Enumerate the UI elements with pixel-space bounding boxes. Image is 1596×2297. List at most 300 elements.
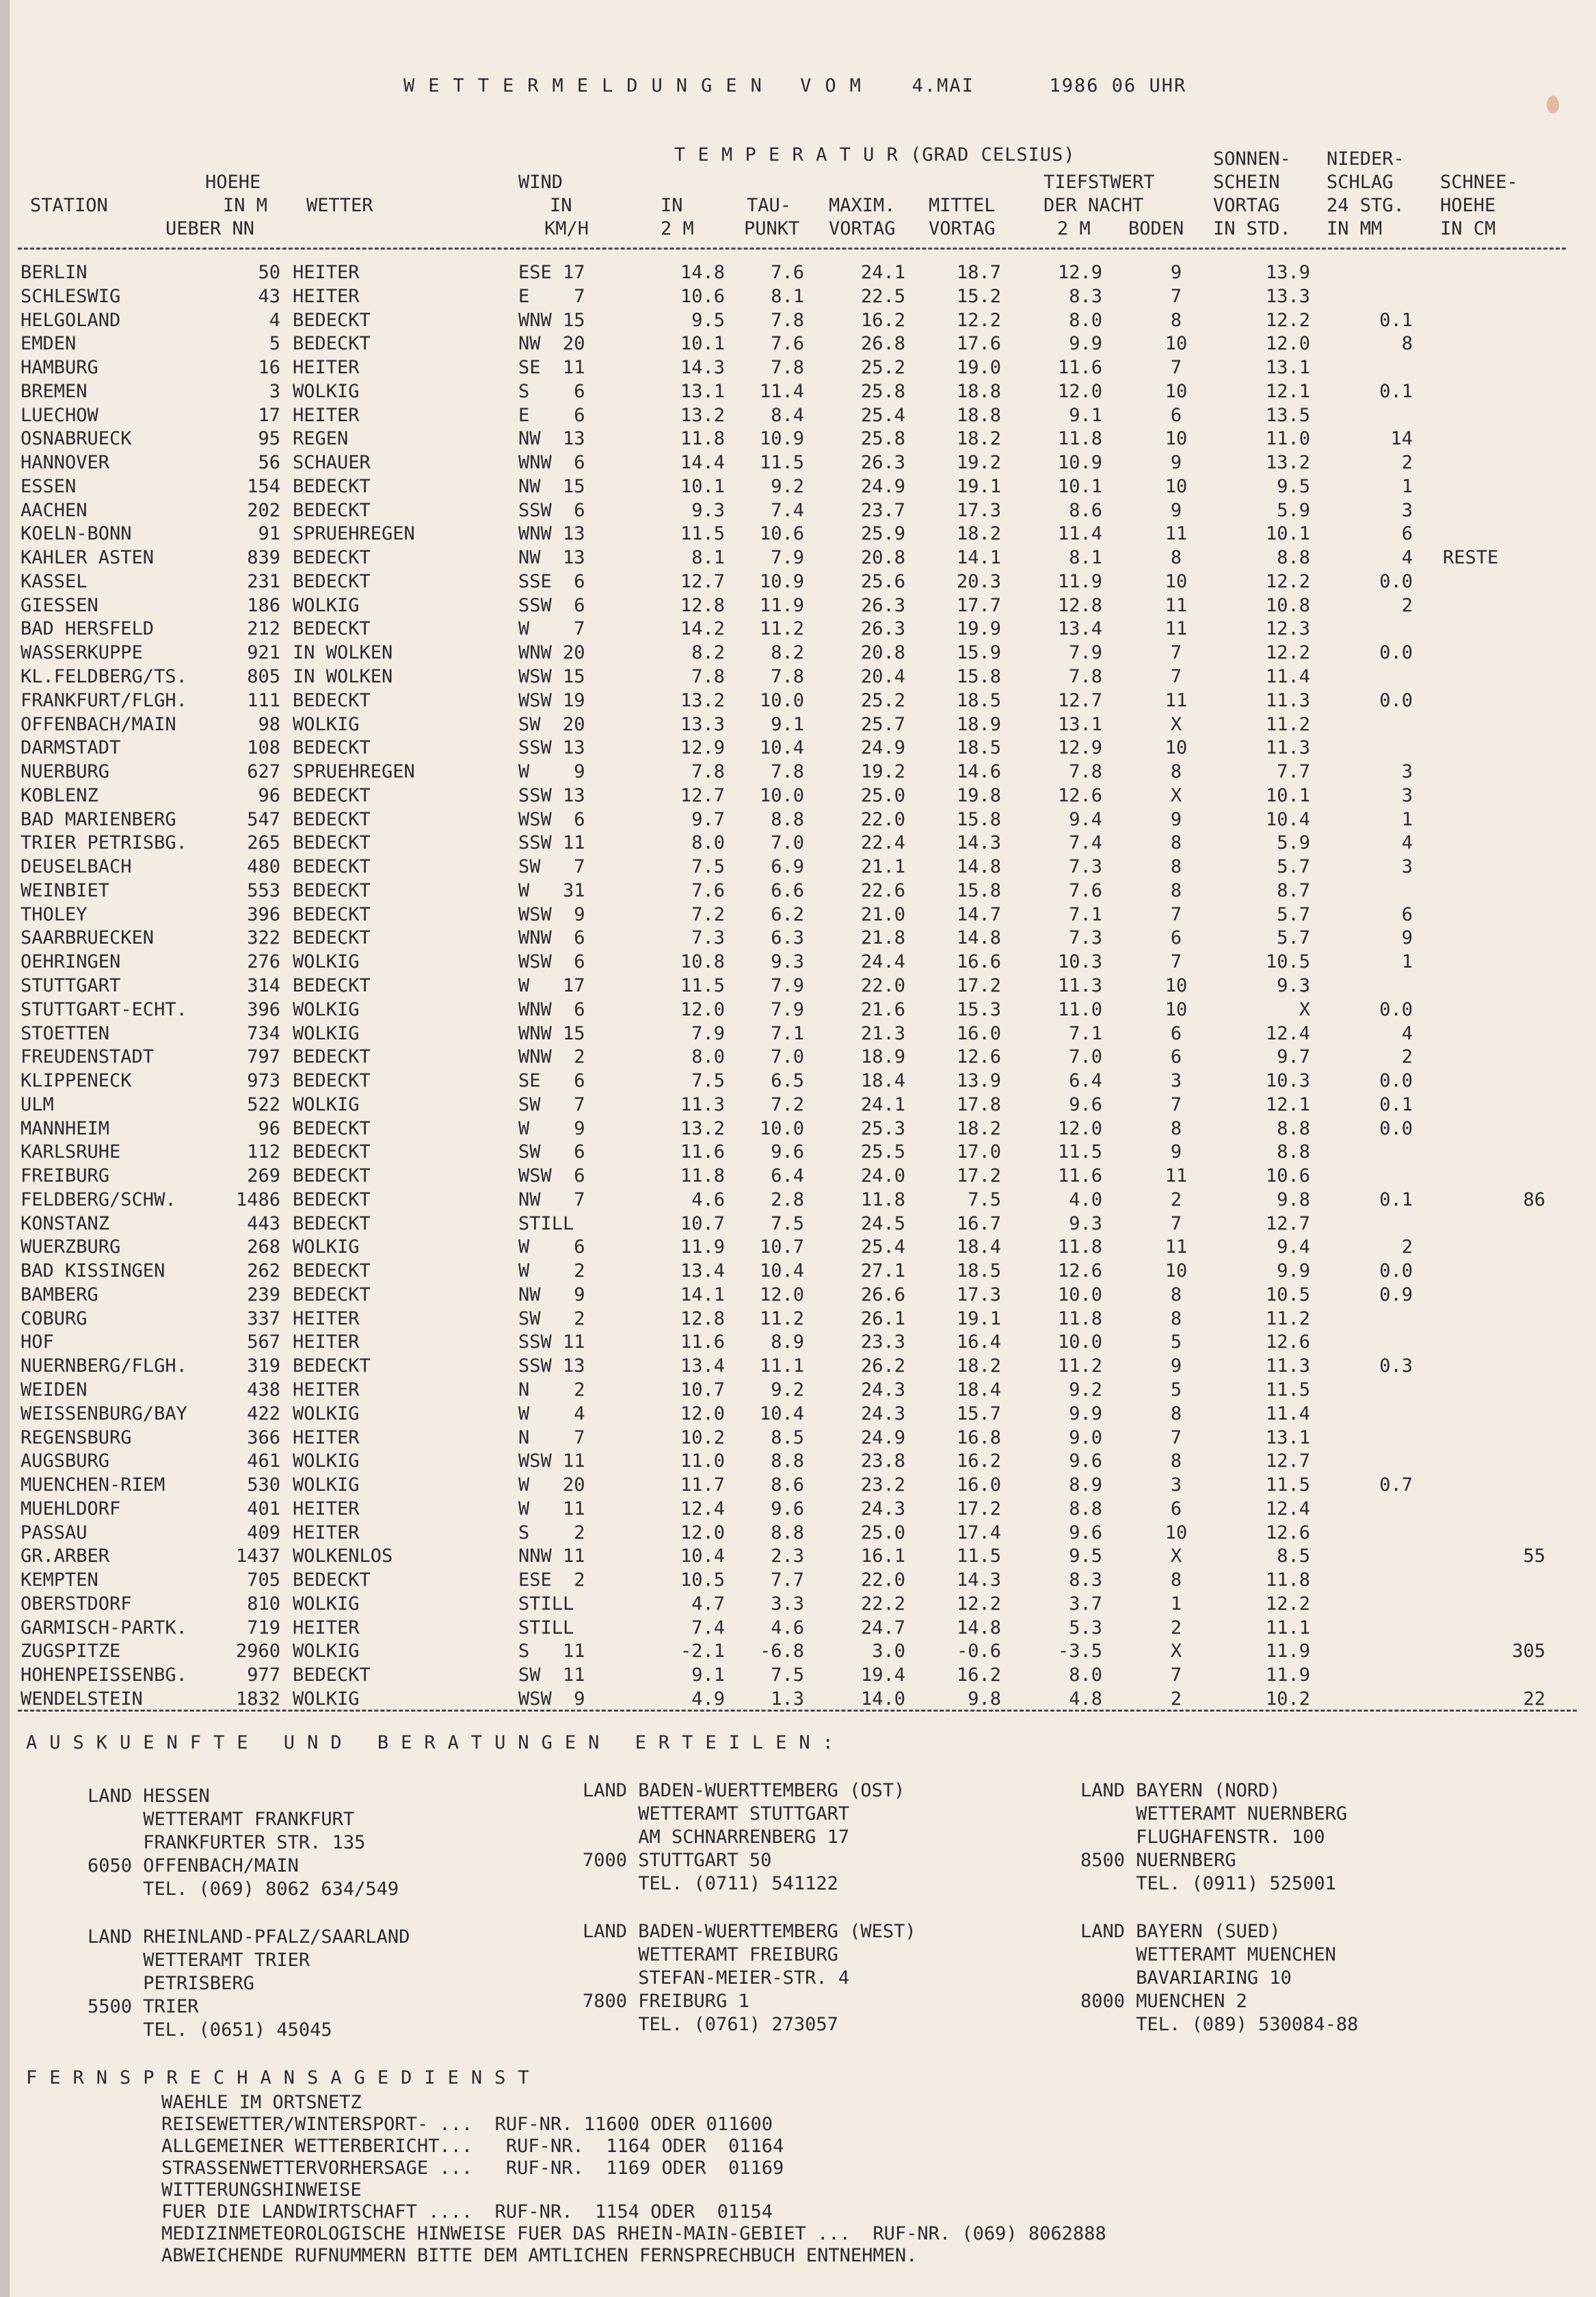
station-taupunkt: 11.9 xyxy=(759,594,804,616)
station-name: BAMBERG xyxy=(21,1284,98,1305)
station-tiefst-boden: 9 xyxy=(1170,262,1182,283)
header-wind-3: KM/H xyxy=(544,218,589,239)
station-mittel: 16.0 xyxy=(956,1474,1001,1496)
station-sonne: 5.9 xyxy=(1277,499,1310,521)
station-name: MANNHEIM xyxy=(21,1117,110,1139)
station-wetter: HEITER xyxy=(293,357,360,379)
station-wind: WNW 6 xyxy=(518,452,585,474)
table-row xyxy=(0,1379,1596,1403)
station-name: OEHRINGEN xyxy=(21,951,121,973)
station-tiefst-2m: 11.9 xyxy=(1057,570,1102,592)
station-nieder: 6 xyxy=(1401,903,1413,925)
station-wetter: SPRUEHREGEN xyxy=(293,761,415,783)
station-tiefst-boden: 10 xyxy=(1165,1260,1188,1282)
station-name: KOELN-BONN xyxy=(21,523,132,545)
station-wind: ESE 2 xyxy=(518,1569,585,1591)
station-wind: WNW 13 xyxy=(518,523,585,545)
station-temp-2m: 13.2 xyxy=(680,689,725,711)
station-sonne: 11.2 xyxy=(1265,713,1310,735)
station-wetter: HEITER xyxy=(293,1498,360,1519)
station-wetter: BEDECKT xyxy=(293,856,371,878)
station-tiefst-boden: 9 xyxy=(1170,452,1182,474)
station-wetter: BEDECKT xyxy=(293,1664,371,1686)
station-mittel: 15.8 xyxy=(956,666,1001,688)
station-tiefst-boden: 11 xyxy=(1165,523,1188,545)
station-mittel: 19.8 xyxy=(956,784,1001,806)
station-maxim: 22.0 xyxy=(860,1569,905,1591)
station-hoehe: 276 xyxy=(247,951,280,973)
station-maxim: 24.7 xyxy=(860,1617,905,1638)
station-tiefst-boden: 8 xyxy=(1170,1284,1182,1305)
station-mittel: 17.6 xyxy=(956,333,1001,355)
station-wind: W 17 xyxy=(518,974,585,996)
station-name: WEISSENBURG/BAY xyxy=(21,1403,187,1424)
station-sonne: 10.2 xyxy=(1265,1688,1310,1710)
station-maxim: 25.8 xyxy=(860,428,905,450)
station-sonne: 5.7 xyxy=(1277,856,1310,878)
station-tiefst-boden: 11 xyxy=(1165,1236,1188,1258)
station-nieder: 0.1 xyxy=(1379,1093,1413,1115)
station-wetter: WOLKIG xyxy=(293,594,360,616)
station-taupunkt: 10.6 xyxy=(759,523,804,545)
station-taupunkt: 10.0 xyxy=(759,1117,804,1139)
table-row xyxy=(0,1522,1596,1545)
station-hoehe: 337 xyxy=(247,1307,280,1329)
station-tiefst-2m: 8.0 xyxy=(1069,309,1102,331)
station-sonne: 10.1 xyxy=(1265,784,1310,806)
auskuenfte-title: AUSKUENFTE UND BERATUNGEN ERTEILEN: xyxy=(26,1732,846,1753)
station-hoehe: 977 xyxy=(247,1664,280,1686)
station-hoehe: 108 xyxy=(247,737,280,759)
station-mittel: 17.3 xyxy=(956,1284,1001,1305)
station-sonne: 12.6 xyxy=(1265,1331,1310,1353)
station-temp-2m: 4.9 xyxy=(691,1688,725,1710)
station-hoehe: 567 xyxy=(247,1331,280,1353)
station-wetter: BEDECKT xyxy=(293,333,371,355)
station-tiefst-2m: 7.8 xyxy=(1069,761,1102,783)
station-mittel: 14.8 xyxy=(956,1617,1001,1638)
station-name: HELGOLAND xyxy=(21,309,121,331)
station-tiefst-2m: 11.5 xyxy=(1057,1141,1102,1163)
header-tiefst-1: TIEFSTWERT xyxy=(1043,172,1155,193)
table-row xyxy=(0,736,1596,760)
station-taupunkt: 2.3 xyxy=(771,1545,804,1567)
station-taupunkt: 10.0 xyxy=(759,689,804,711)
station-nieder: 0.1 xyxy=(1379,380,1413,402)
header-in2m-2: 2 M xyxy=(661,218,694,239)
station-taupunkt: 7.5 xyxy=(771,1664,804,1686)
station-nieder: 0.3 xyxy=(1379,1355,1413,1377)
station-tiefst-2m: 13.4 xyxy=(1057,618,1102,640)
station-sonne: 8.8 xyxy=(1277,1117,1310,1139)
station-taupunkt: 9.1 xyxy=(771,713,804,735)
table-row xyxy=(0,309,1596,333)
station-temp-2m: 13.2 xyxy=(680,1117,725,1139)
station-tiefst-2m: 12.6 xyxy=(1057,1260,1102,1282)
station-tiefst-boden: X xyxy=(1170,1641,1182,1662)
station-wind: W 20 xyxy=(518,1474,585,1496)
station-name: EMDEN xyxy=(21,333,77,355)
station-tiefst-2m: 8.9 xyxy=(1069,1474,1102,1496)
table-row xyxy=(0,665,1596,689)
table-row xyxy=(0,1593,1596,1617)
station-temp-2m: 7.4 xyxy=(691,1617,725,1638)
station-temp-2m: 10.1 xyxy=(680,333,725,355)
station-mittel: 16.2 xyxy=(956,1450,1001,1472)
station-sonne: 9.7 xyxy=(1277,1046,1310,1068)
station-taupunkt: 10.7 xyxy=(759,1236,804,1258)
station-wetter: BEDECKT xyxy=(293,1212,371,1234)
station-sonne: 12.7 xyxy=(1265,1212,1310,1234)
station-schnee: 305 xyxy=(1512,1641,1545,1662)
station-wetter: BEDECKT xyxy=(293,808,371,830)
station-name: WENDELSTEIN xyxy=(21,1688,143,1710)
station-taupunkt: 10.9 xyxy=(759,428,804,450)
station-maxim: 21.8 xyxy=(860,927,905,949)
station-hoehe: 262 xyxy=(247,1260,280,1282)
station-wetter: BEDECKT xyxy=(293,499,371,521)
station-hoehe: 921 xyxy=(247,642,280,664)
station-temp-2m: 12.8 xyxy=(680,1307,725,1329)
station-wind: SW 2 xyxy=(518,1307,585,1329)
station-mittel: 18.2 xyxy=(956,1117,1001,1139)
station-tiefst-boden: 10 xyxy=(1165,333,1188,355)
station-tiefst-2m: 9.3 xyxy=(1069,1212,1102,1234)
station-tiefst-boden: 5 xyxy=(1170,1379,1182,1400)
station-nieder: 1 xyxy=(1401,475,1413,497)
station-tiefst-2m: 9.5 xyxy=(1069,1545,1102,1567)
table-row xyxy=(0,1165,1596,1189)
station-sonne: 9.4 xyxy=(1277,1236,1310,1258)
header-wetter: WETTER xyxy=(306,195,373,216)
station-name: WASSERKUPPE xyxy=(21,642,143,664)
station-wetter: BEDECKT xyxy=(293,475,371,497)
station-tiefst-boden: 8 xyxy=(1170,1117,1182,1139)
station-sonne: 11.3 xyxy=(1265,737,1310,759)
station-wetter: WOLKIG xyxy=(293,951,360,973)
station-wind: SSW 6 xyxy=(518,499,585,521)
station-temp-2m: 7.8 xyxy=(691,666,725,688)
header-maxim-2: VORTAG xyxy=(829,218,896,239)
station-hoehe: 719 xyxy=(247,1617,280,1638)
station-hoehe: 805 xyxy=(247,666,280,688)
fernsprech-line: ALLGEMEINER WETTERBERICHT... RUF-NR. 1164 ODER 01164 xyxy=(161,2136,784,2157)
station-maxim: 25.6 xyxy=(860,570,905,592)
station-name: ZUGSPITZE xyxy=(21,1641,121,1662)
station-taupunkt: 11.1 xyxy=(759,1355,804,1377)
station-taupunkt: 8.4 xyxy=(771,404,804,426)
station-wind: SSW 11 xyxy=(518,832,585,854)
table-row xyxy=(0,832,1596,855)
fernsprech-line: STRASSENWETTERVORHERSAGE ... RUF-NR. 1169 ODER 01169 xyxy=(161,2157,784,2179)
station-name: HOF xyxy=(21,1331,54,1353)
station-maxim: 22.4 xyxy=(860,832,905,854)
station-hoehe: 1437 xyxy=(235,1545,280,1567)
station-wetter: BEDECKT xyxy=(293,618,371,640)
station-wind: WSW 9 xyxy=(518,1688,585,1710)
station-sonne: 11.8 xyxy=(1265,1569,1310,1591)
station-maxim: 24.9 xyxy=(860,1426,905,1448)
station-wind: N 2 xyxy=(518,1379,585,1400)
station-wind: WNW 15 xyxy=(518,1022,585,1044)
station-temp-2m: -2.1 xyxy=(680,1641,725,1662)
station-nieder: 8 xyxy=(1401,333,1413,355)
station-wetter: SPRUEHREGEN xyxy=(293,523,415,545)
station-table xyxy=(0,261,1596,1712)
station-tiefst-2m: 9.6 xyxy=(1069,1522,1102,1543)
station-mittel: 17.4 xyxy=(956,1522,1001,1543)
station-tiefst-2m: 7.8 xyxy=(1069,666,1102,688)
station-tiefst-2m: 4.8 xyxy=(1069,1688,1102,1710)
station-hoehe: 98 xyxy=(258,713,280,735)
header-maxim-1: MAXIM. xyxy=(829,195,896,216)
station-maxim: 20.8 xyxy=(860,547,905,569)
office-line: 8000 MUENCHEN 2 xyxy=(1080,1991,1247,2012)
station-tiefst-boden: 9 xyxy=(1170,1141,1182,1163)
station-maxim: 21.3 xyxy=(860,1022,905,1044)
page-title xyxy=(403,75,1186,96)
station-temp-2m: 10.5 xyxy=(680,1569,725,1591)
station-wetter: WOLKIG xyxy=(293,1474,360,1496)
table-row xyxy=(0,760,1596,784)
station-name: TRIER PETRISBG. xyxy=(21,832,187,854)
station-hoehe: 438 xyxy=(247,1379,280,1400)
station-taupunkt: 9.2 xyxy=(771,1379,804,1400)
station-taupunkt: 7.8 xyxy=(771,761,804,783)
station-hoehe: 547 xyxy=(247,808,280,830)
station-temp-2m: 13.1 xyxy=(680,380,725,402)
station-hoehe: 705 xyxy=(247,1569,280,1591)
station-tiefst-2m: 10.9 xyxy=(1057,452,1102,474)
station-tiefst-2m: 5.3 xyxy=(1069,1617,1102,1638)
station-taupunkt: 8.2 xyxy=(771,642,804,664)
station-tiefst-boden: 6 xyxy=(1170,1022,1182,1044)
station-mittel: 18.5 xyxy=(956,689,1001,711)
station-mittel: 19.1 xyxy=(956,475,1001,497)
station-name: BREMEN xyxy=(21,380,88,402)
station-name: HOHENPEISSENBG. xyxy=(21,1664,187,1686)
table-row xyxy=(0,1212,1596,1236)
station-name: KOBLENZ xyxy=(21,784,98,806)
station-taupunkt: 6.2 xyxy=(771,903,804,925)
table-row xyxy=(0,332,1596,356)
station-mittel: 17.7 xyxy=(956,594,1001,616)
station-wind: S 11 xyxy=(518,1641,585,1662)
station-maxim: 25.0 xyxy=(860,784,905,806)
table-row xyxy=(0,1450,1596,1474)
station-tiefst-boden: 8 xyxy=(1170,1450,1182,1472)
station-tiefst-2m: 11.8 xyxy=(1057,428,1102,450)
station-tiefst-boden: 8 xyxy=(1170,879,1182,901)
station-name: STUTTGART xyxy=(21,974,121,996)
station-tiefst-boden: 10 xyxy=(1165,737,1188,759)
station-name: PASSAU xyxy=(21,1522,88,1543)
station-tiefst-boden: 10 xyxy=(1165,475,1188,497)
station-wind: WSW 6 xyxy=(518,808,585,830)
table-row xyxy=(0,879,1596,903)
station-tiefst-boden: 6 xyxy=(1170,404,1182,426)
station-wetter: WOLKIG xyxy=(293,1022,360,1044)
station-maxim: 26.3 xyxy=(860,452,905,474)
station-hoehe: 202 xyxy=(247,499,280,521)
office-line: 7800 FREIBURG 1 xyxy=(583,1991,749,2012)
header-sonne-1: SONNEN- xyxy=(1213,148,1291,170)
station-temp-2m: 12.0 xyxy=(680,1522,725,1543)
station-nieder: 0.1 xyxy=(1379,309,1413,331)
station-taupunkt: 7.8 xyxy=(771,357,804,379)
station-name: WEINBIET xyxy=(21,879,110,901)
station-temp-2m: 11.6 xyxy=(680,1141,725,1163)
station-taupunkt: 1.3 xyxy=(771,1688,804,1710)
station-wetter: HEITER xyxy=(293,1307,360,1329)
station-tiefst-boden: 8 xyxy=(1170,1307,1182,1329)
station-sonne: 8.7 xyxy=(1277,879,1310,901)
station-taupunkt: 6.5 xyxy=(771,1070,804,1092)
station-schnee: RESTE xyxy=(1443,547,1499,569)
station-hoehe: 5 xyxy=(269,333,280,355)
station-tiefst-boden: 11 xyxy=(1165,618,1188,640)
table-row xyxy=(0,261,1596,285)
station-wind: W 4 xyxy=(518,1403,585,1424)
station-hoehe: 3 xyxy=(269,380,280,402)
office-line: FRANKFURTER STR. 135 xyxy=(88,1832,366,1853)
station-hoehe: 401 xyxy=(247,1498,280,1519)
station-taupunkt: 8.9 xyxy=(771,1331,804,1353)
station-sonne: 9.3 xyxy=(1277,974,1310,996)
station-temp-2m: 13.4 xyxy=(680,1260,725,1282)
station-wetter: BEDECKT xyxy=(293,903,371,925)
station-sonne: 12.4 xyxy=(1265,1022,1310,1044)
station-tiefst-2m: 6.4 xyxy=(1069,1070,1102,1092)
station-tiefst-2m: 11.3 xyxy=(1057,974,1102,996)
station-tiefst-boden: 7 xyxy=(1170,1426,1182,1448)
station-taupunkt: 7.5 xyxy=(771,1212,804,1234)
table-row xyxy=(0,1331,1596,1355)
table-row xyxy=(0,1284,1596,1307)
station-tiefst-boden: 6 xyxy=(1170,1498,1182,1519)
station-taupunkt: 7.9 xyxy=(771,974,804,996)
station-wind: WNW 6 xyxy=(518,998,585,1020)
station-name: AUGSBURG xyxy=(21,1450,110,1472)
station-wetter: WOLKENLOS xyxy=(293,1545,393,1567)
station-wind: STILL xyxy=(518,1212,574,1234)
station-wetter: WOLKIG xyxy=(293,713,360,735)
station-sonne: 11.1 xyxy=(1265,1617,1310,1638)
station-tiefst-boden: 8 xyxy=(1170,761,1182,783)
station-sonne: 8.5 xyxy=(1277,1545,1310,1567)
station-temp-2m: 4.6 xyxy=(691,1189,725,1210)
station-mittel: 18.7 xyxy=(956,262,1001,283)
header-tiefst-2m: 2 M xyxy=(1057,218,1091,239)
header-hoehe-2: IN M xyxy=(223,195,268,216)
station-tiefst-2m: 9.0 xyxy=(1069,1426,1102,1448)
station-taupunkt: 12.0 xyxy=(759,1284,804,1305)
station-mittel: 18.5 xyxy=(956,737,1001,759)
station-hoehe: 461 xyxy=(247,1450,280,1472)
station-tiefst-boden: 7 xyxy=(1170,285,1182,307)
station-sonne: 13.2 xyxy=(1265,452,1310,474)
station-nieder: 14 xyxy=(1390,428,1413,450)
station-tiefst-2m: 11.6 xyxy=(1057,1165,1102,1187)
station-maxim: 21.0 xyxy=(860,903,905,925)
station-wind: SSW 13 xyxy=(518,737,585,759)
station-hoehe: 231 xyxy=(247,570,280,592)
station-temp-2m: 7.8 xyxy=(691,761,725,783)
station-wind: S 6 xyxy=(518,380,585,402)
station-nieder: 0.7 xyxy=(1379,1474,1413,1496)
station-name: OFFENBACH/MAIN xyxy=(21,713,176,735)
station-wind: WSW 9 xyxy=(518,903,585,925)
station-tiefst-2m: 7.9 xyxy=(1069,642,1102,664)
office-line: TEL. (0761) 273057 xyxy=(583,2014,838,2035)
office-line: WETTERAMT MUENCHEN xyxy=(1080,1944,1336,1965)
station-temp-2m: 8.1 xyxy=(691,547,725,569)
stain-mark xyxy=(1547,96,1559,114)
station-mittel: 15.3 xyxy=(956,998,1001,1020)
station-wetter: SCHAUER xyxy=(293,452,371,474)
station-nieder: 4 xyxy=(1401,832,1413,854)
station-maxim: 23.3 xyxy=(860,1331,905,1353)
station-temp-2m: 12.7 xyxy=(680,570,725,592)
table-row xyxy=(0,903,1596,927)
office-line: WETTERAMT FRANKFURT xyxy=(88,1809,355,1830)
station-hoehe: 314 xyxy=(247,974,280,996)
station-wetter: BEDECKT xyxy=(293,1284,371,1305)
station-sonne: X xyxy=(1299,998,1310,1020)
station-tiefst-2m: 3.7 xyxy=(1069,1593,1102,1615)
header-sonne-4: IN STD. xyxy=(1213,218,1291,239)
station-sonne: 12.0 xyxy=(1265,333,1310,355)
station-temp-2m: 12.7 xyxy=(680,784,725,806)
station-sonne: 5.7 xyxy=(1277,903,1310,925)
station-name: OSNABRUECK xyxy=(21,428,132,450)
station-tiefst-boden: 9 xyxy=(1170,499,1182,521)
station-name: KLIPPENECK xyxy=(21,1070,132,1092)
station-sonne: 11.4 xyxy=(1265,1403,1310,1424)
station-name: FREIBURG xyxy=(21,1165,110,1187)
station-wetter: HEITER xyxy=(293,285,360,307)
station-wind: ESE 17 xyxy=(518,262,585,283)
station-maxim: 26.3 xyxy=(860,618,905,640)
fernsprech-line: ABWEICHENDE RUFNUMMERN BITTE DEM AMTLICHEN FERNSPRECHBUCH ENTNEHMEN. xyxy=(161,2245,918,2266)
station-taupunkt: 9.2 xyxy=(771,475,804,497)
station-sonne: 12.4 xyxy=(1265,1498,1310,1519)
station-taupunkt: 7.9 xyxy=(771,998,804,1020)
station-hoehe: 95 xyxy=(258,428,280,450)
station-wetter: BEDECKT xyxy=(293,1260,371,1282)
station-wind: SSW 13 xyxy=(518,784,585,806)
table-row xyxy=(0,380,1596,404)
station-taupunkt: 7.6 xyxy=(771,333,804,355)
station-wetter: WOLKIG xyxy=(293,1403,360,1424)
header-nieder-1: NIEDER- xyxy=(1327,148,1405,170)
station-tiefst-2m: 12.0 xyxy=(1057,380,1102,402)
station-wind: WSW 6 xyxy=(518,1165,585,1187)
station-tiefst-boden: 6 xyxy=(1170,927,1182,949)
station-wind: STILL xyxy=(518,1617,574,1638)
station-wetter: WOLKIG xyxy=(293,998,360,1020)
station-maxim: 23.7 xyxy=(860,499,905,521)
station-sonne: 11.2 xyxy=(1265,1307,1310,1329)
station-nieder: 3 xyxy=(1401,784,1413,806)
station-temp-2m: 9.3 xyxy=(691,499,725,521)
station-name: KAHLER ASTEN xyxy=(21,547,155,569)
station-temp-2m: 12.0 xyxy=(680,998,725,1020)
station-nieder: 0.0 xyxy=(1379,1260,1413,1282)
station-sonne: 10.1 xyxy=(1265,523,1310,545)
station-mittel: 16.6 xyxy=(956,951,1001,973)
table-row xyxy=(0,1545,1596,1569)
